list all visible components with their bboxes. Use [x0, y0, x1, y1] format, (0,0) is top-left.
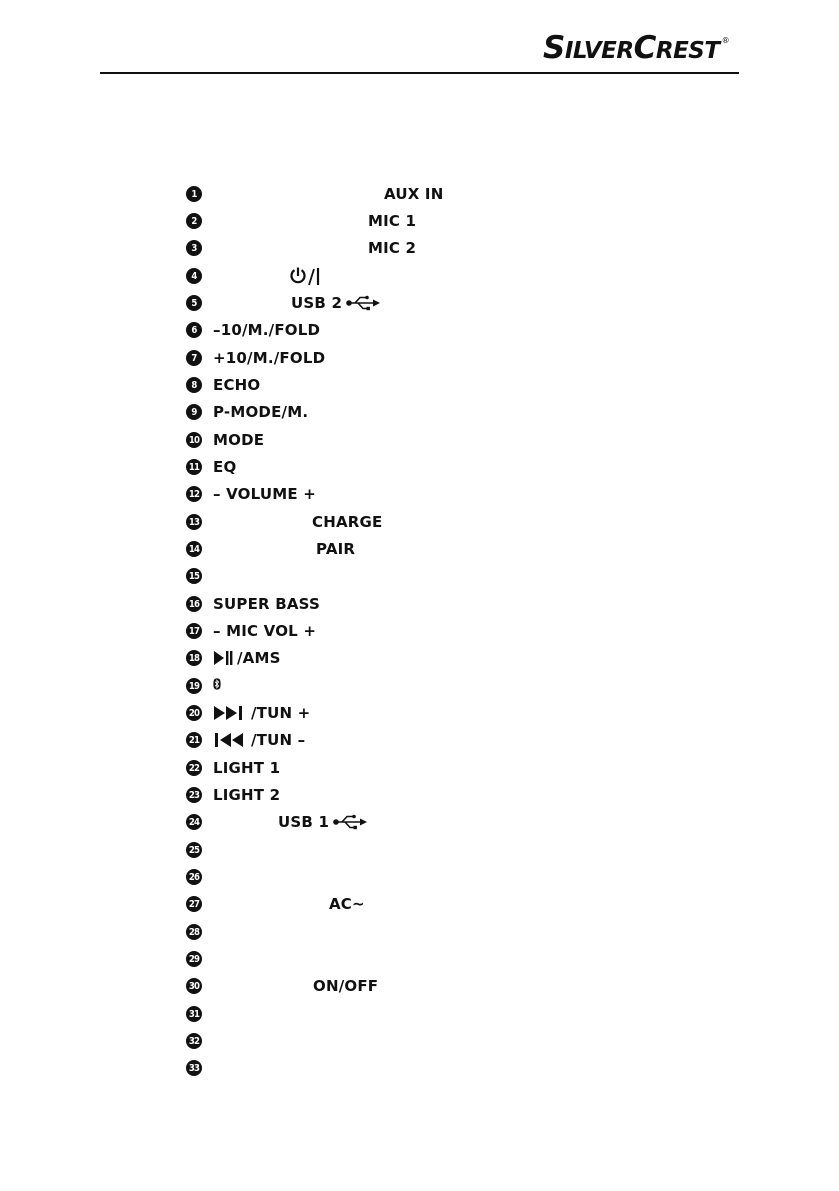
part-number-badge: 32: [186, 1033, 202, 1049]
part-number-badge: 4: [186, 268, 202, 284]
part-label: [213, 349, 325, 367]
part-label: [213, 376, 260, 394]
next-track-icon: [213, 705, 247, 721]
part-label-text: P-MODE/M.: [213, 403, 309, 421]
part-label: [213, 321, 320, 339]
part-number-badge: 7: [186, 350, 202, 366]
header-rule: [100, 72, 739, 74]
part-label-text: CHARGE: [312, 513, 383, 531]
part-label-text: MIC 1: [368, 212, 417, 230]
part-label: [213, 759, 280, 777]
brand-initial-s: S: [543, 30, 565, 66]
part-label-text: EQ: [213, 458, 237, 476]
brand-logo: [543, 30, 730, 66]
part-number-badge: 12: [186, 486, 202, 502]
part-number-badge: 1: [186, 186, 202, 202]
usb-icon: [333, 814, 367, 830]
part-label: [316, 540, 355, 558]
part-label-text: PAIR: [316, 540, 356, 558]
part-number-badge: 2: [186, 213, 202, 229]
part-number-badge: 13: [186, 514, 202, 530]
part-label-text: /TUN –: [251, 731, 306, 749]
part-number-badge: 11: [186, 459, 202, 475]
bluetooth-icon: [213, 677, 221, 691]
part-number-badge: 20: [186, 705, 202, 721]
part-label: [213, 649, 281, 667]
usb-icon: [346, 295, 380, 311]
part-number-badge: 33: [186, 1060, 202, 1076]
part-number-badge: 14: [186, 541, 202, 557]
part-number-badge: 9: [186, 404, 202, 420]
part-label: [213, 403, 308, 421]
part-label-text: ECHO: [213, 376, 261, 394]
part-label: [213, 677, 221, 691]
part-number-badge: 10: [186, 432, 202, 448]
part-label-text: MODE: [213, 431, 265, 449]
part-label-text: AC~: [329, 895, 365, 913]
part-number-badge: 21: [186, 732, 202, 748]
brand-text-rest: REST: [655, 38, 720, 64]
part-label-text: AUX IN: [384, 185, 444, 203]
part-label-text: – MIC VOL +: [213, 622, 317, 640]
play-pause-icon: [213, 650, 233, 666]
part-number-badge: 24: [186, 814, 202, 830]
part-label: [213, 622, 316, 640]
part-label-text: USB 2: [291, 294, 343, 312]
part-number-badge: 31: [186, 1006, 202, 1022]
part-label-text: MIC 2: [368, 239, 417, 257]
part-label: [213, 431, 264, 449]
part-label: [288, 267, 322, 287]
part-label-text: ON/OFF: [313, 977, 379, 995]
part-number-badge: 15: [186, 568, 202, 584]
part-label: [213, 786, 280, 804]
part-number-badge: 22: [186, 760, 202, 776]
part-number-badge: 6: [186, 322, 202, 338]
part-label-text: LIGHT 2: [213, 786, 281, 804]
brand-initial-c: C: [633, 30, 656, 66]
brand-text-ilver: ILVER: [564, 38, 634, 64]
part-label: [278, 813, 367, 831]
part-label: [368, 239, 416, 257]
part-label: [213, 595, 320, 613]
part-label-text: SUPER BASS: [213, 595, 320, 613]
part-number-badge: 29: [186, 951, 202, 967]
part-number-badge: 18: [186, 650, 202, 666]
part-label-text: +10/M./FOLD: [213, 349, 326, 367]
registered-mark: ®: [721, 36, 730, 45]
part-label-text: – VOLUME +: [213, 485, 316, 503]
part-label: [213, 485, 316, 503]
part-number-badge: 25: [186, 842, 202, 858]
previous-track-icon: [213, 732, 247, 748]
part-label: [368, 212, 416, 230]
part-number-badge: 17: [186, 623, 202, 639]
part-label: [313, 977, 378, 995]
part-label: [213, 458, 236, 476]
part-number-badge: 28: [186, 924, 202, 940]
part-number-badge: 23: [186, 787, 202, 803]
part-number-badge: 19: [186, 678, 202, 694]
part-number-badge: 27: [186, 896, 202, 912]
part-label-text: –10/M./FOLD: [213, 321, 321, 339]
part-label-text: /AMS: [237, 649, 281, 667]
part-label: [329, 895, 365, 913]
part-label: [384, 185, 443, 203]
part-label-text: LIGHT 1: [213, 759, 281, 777]
part-number-badge: 16: [186, 596, 202, 612]
part-label: [291, 294, 380, 312]
part-number-badge: 8: [186, 377, 202, 393]
power-standby-icon: [288, 267, 322, 287]
part-label: [213, 731, 305, 749]
part-number-badge: 30: [186, 978, 202, 994]
part-number-badge: 3: [186, 240, 202, 256]
part-label-text: /TUN +: [251, 704, 311, 722]
part-label: [312, 513, 382, 531]
part-label: [213, 704, 310, 722]
part-label-text: USB 1: [278, 813, 330, 831]
part-number-badge: 5: [186, 295, 202, 311]
part-number-badge: 26: [186, 869, 202, 885]
